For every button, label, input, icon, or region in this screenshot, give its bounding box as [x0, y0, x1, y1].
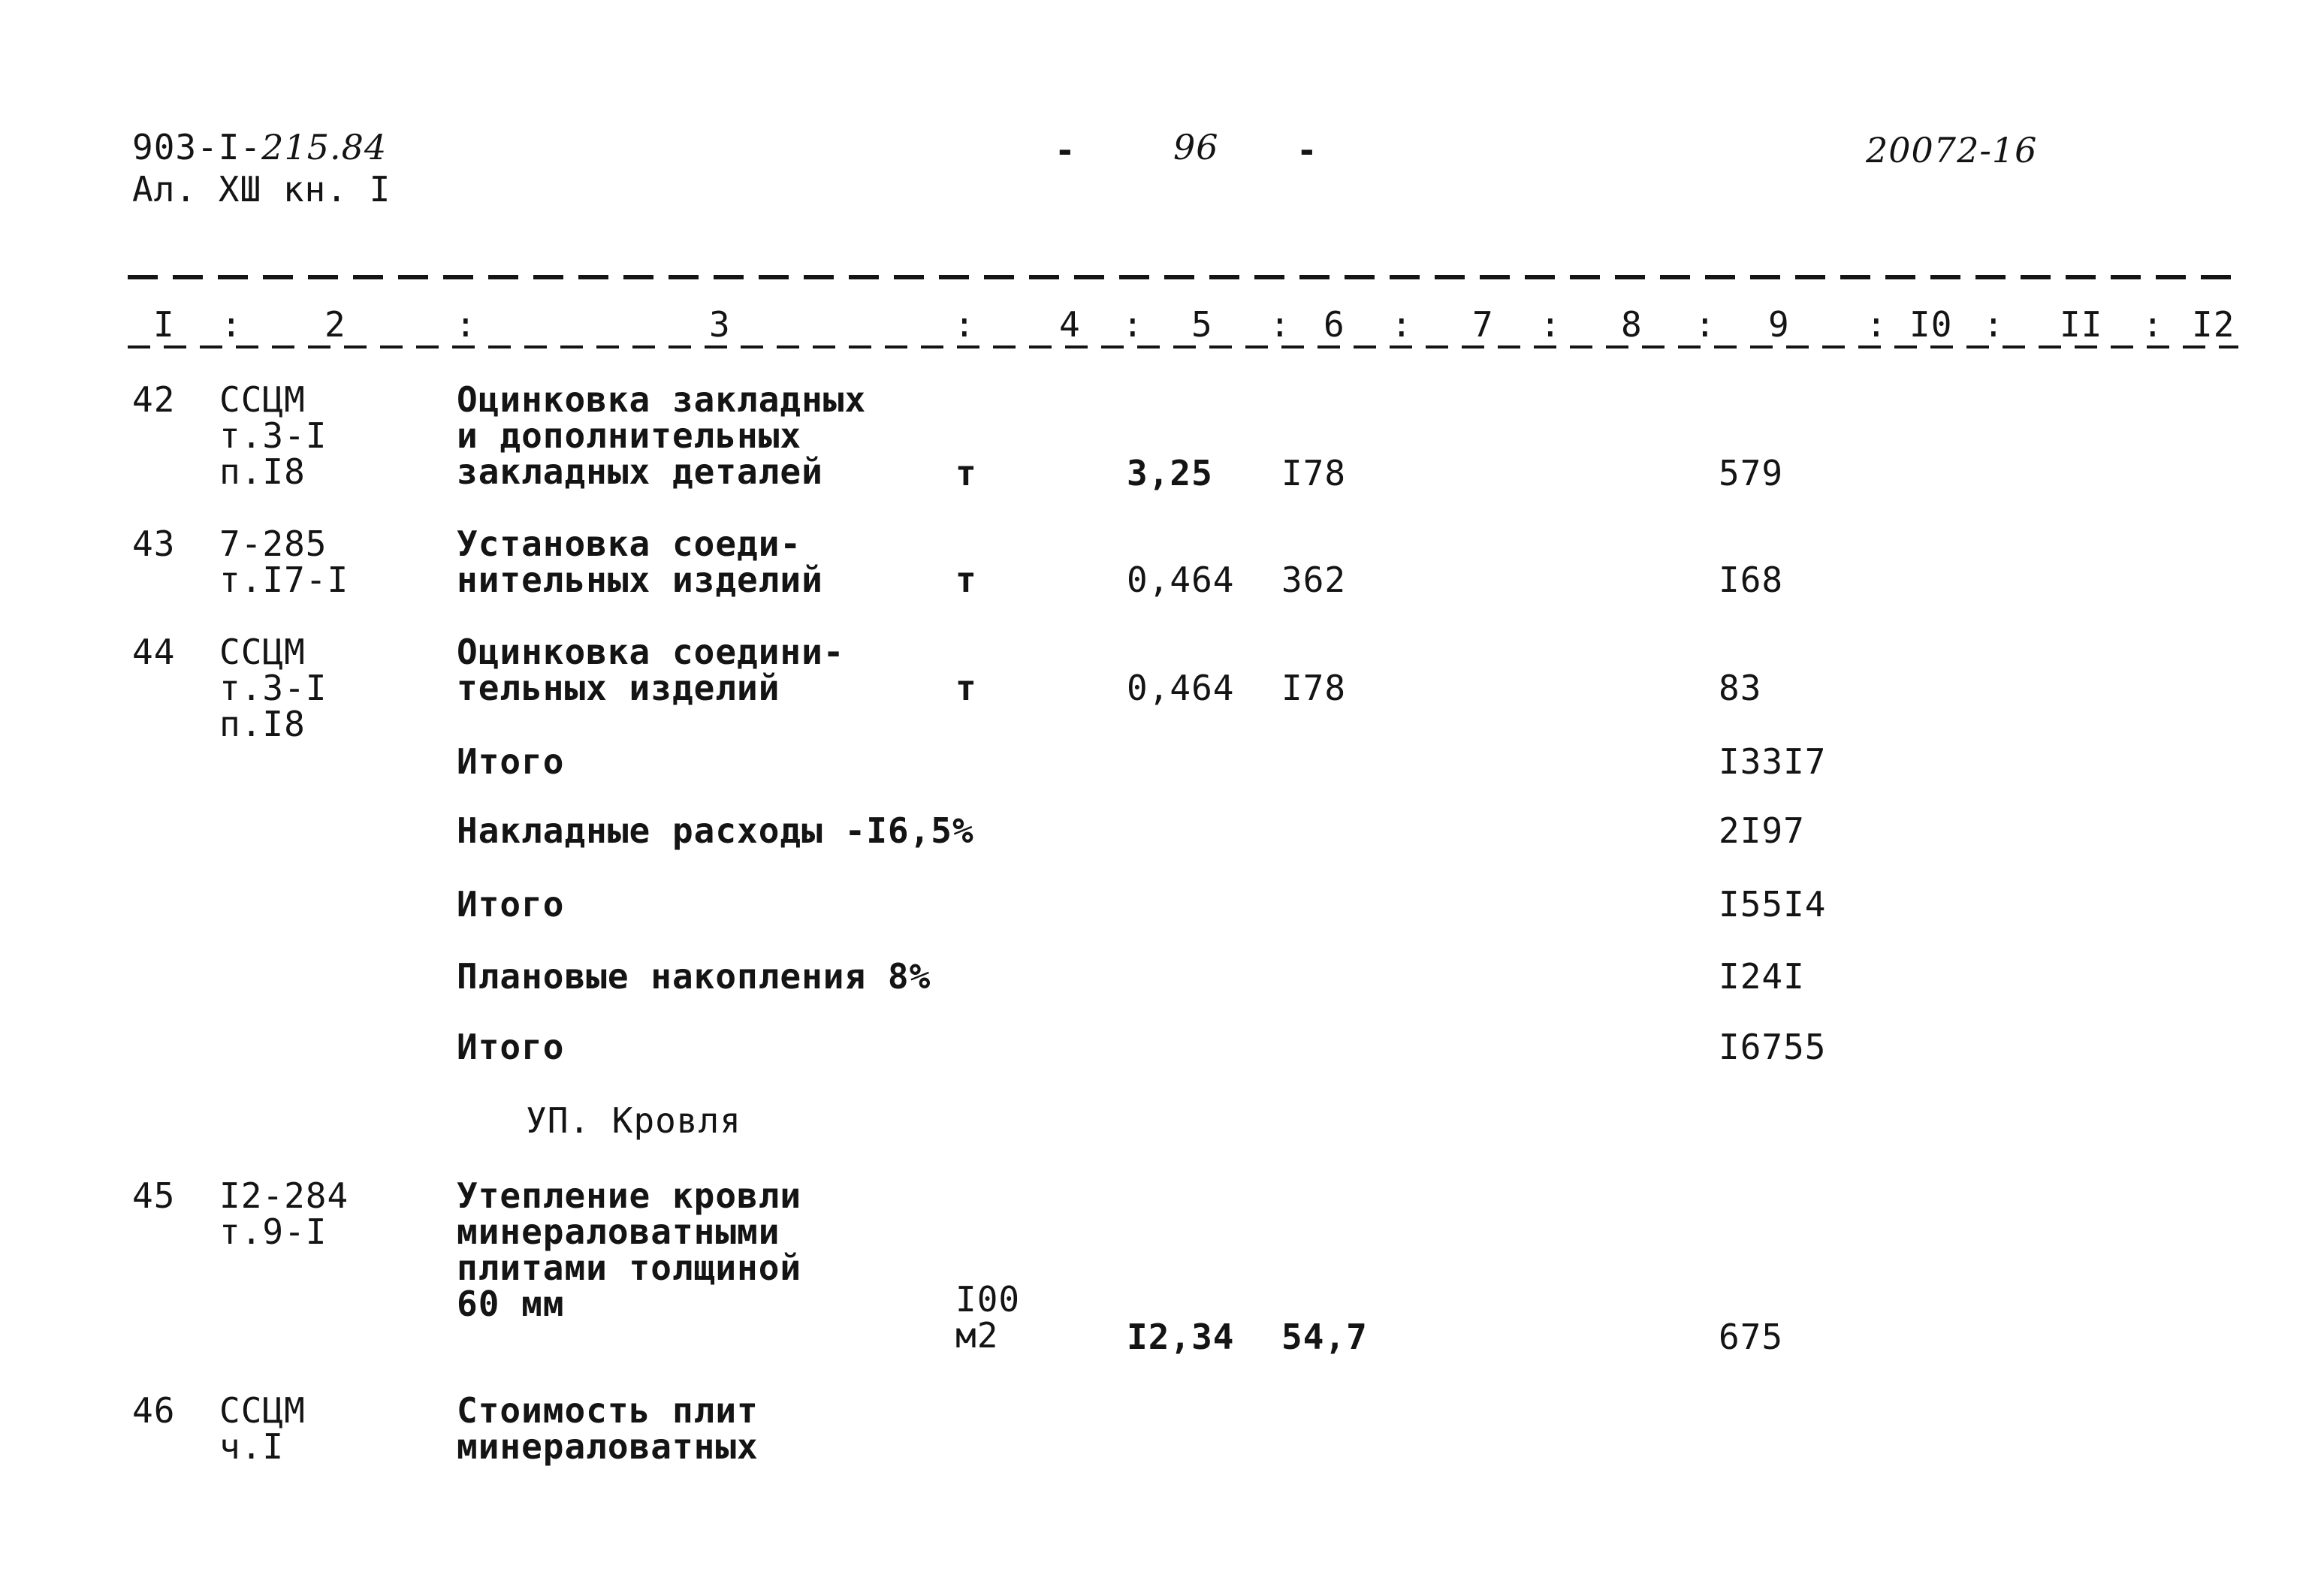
column-separator: : [1122, 304, 1144, 345]
row-quantity: 3,25 [1127, 453, 1213, 493]
document-code [132, 129, 387, 165]
row-quantity: I2,34 [1127, 1317, 1235, 1357]
summary-total: I24I [1719, 956, 1805, 997]
row-unit: т [955, 453, 977, 493]
page-dash-left: - [1055, 130, 1076, 170]
row-unit-price: I78 [1281, 453, 1347, 493]
column-header-7: 7 [1472, 304, 1494, 345]
page-dash-right: - [1296, 130, 1318, 170]
table-top-rule [128, 275, 2238, 279]
row-description: Утепление кровли минераловатными плитами толщиной 60 мм [457, 1175, 802, 1324]
row-number: 42 [132, 379, 176, 420]
row-unit-price: 54,7 [1281, 1317, 1368, 1357]
column-header-8: 8 [1621, 304, 1643, 345]
column-separator: : [455, 304, 477, 345]
column-separator: : [1540, 304, 1562, 345]
document-code-printed: 903-I- [132, 127, 262, 167]
row-code: ССЦМ т.3-I п.I8 [219, 379, 327, 492]
column-separator: : [1866, 304, 1888, 345]
column-header-10: I0 [1909, 304, 1953, 345]
column-header-6: 6 [1323, 304, 1345, 345]
column-separator: : [1391, 304, 1413, 345]
row-total: 83 [1719, 668, 1762, 708]
column-header-2: 2 [324, 304, 346, 345]
column-header-underline [128, 345, 2238, 348]
section-title: УП. Кровля [526, 1100, 741, 1141]
row-code: I2-284 т.9-I [219, 1175, 349, 1252]
column-header-11: II [2060, 304, 2103, 345]
row-description: Стоимость плит минераловатных [457, 1390, 759, 1467]
document-code-handwritten: 215.84 [261, 127, 388, 167]
row-total: 675 [1719, 1317, 1784, 1357]
row-description: Оцинковка соедини- тельных изделий [457, 632, 845, 708]
summary-total: I6755 [1719, 1027, 1827, 1067]
row-total: I68 [1719, 560, 1784, 600]
column-separator: : [1269, 304, 1291, 345]
row-code: ССЦМ ч.I [219, 1390, 306, 1467]
column-header-4: 4 [1059, 304, 1081, 345]
row-unit: т [955, 668, 977, 708]
column-separator: : [2142, 304, 2164, 345]
row-unit-price: I78 [1281, 668, 1347, 708]
row-quantity: 0,464 [1127, 560, 1235, 600]
row-description: Установка соеди- нительных изделий [457, 523, 823, 600]
summary-total: 2I97 [1719, 810, 1805, 851]
column-header-1: I [153, 304, 175, 345]
summary-label: Итого [457, 884, 565, 925]
row-total: 579 [1719, 453, 1784, 493]
row-unit: I00 м2 [955, 1279, 1021, 1356]
column-separator: : [1695, 304, 1716, 345]
summary-label: Плановые накопления 8% [457, 956, 931, 997]
archive-number: 20072-16 [1866, 130, 2038, 170]
summary-total: I55I4 [1719, 884, 1827, 925]
row-code: ССЦМ т.3-I п.I8 [219, 632, 327, 744]
row-quantity: 0,464 [1127, 668, 1235, 708]
row-number: 45 [132, 1175, 176, 1216]
column-separator: : [221, 304, 243, 345]
row-code: 7-285 т.I7-I [219, 523, 349, 600]
summary-label: Накладные расходы -I6,5% [457, 810, 974, 851]
column-header-5: 5 [1191, 304, 1213, 345]
column-header-9: 9 [1768, 304, 1790, 345]
page-number: 96 [1173, 127, 1219, 167]
row-number: 46 [132, 1390, 176, 1431]
column-header-12: I2 [2192, 304, 2235, 345]
album-reference: Ал. ХШ кн. I [132, 169, 391, 210]
row-unit-price: 362 [1281, 560, 1347, 600]
column-separator: : [1983, 304, 2005, 345]
column-header-3: 3 [709, 304, 731, 345]
summary-label: Итого [457, 741, 565, 782]
row-description: Оцинковка закладных и дополнительных закладных деталей [457, 379, 867, 492]
row-number: 43 [132, 523, 176, 564]
column-separator: : [954, 304, 976, 345]
summary-total: I33I7 [1719, 741, 1827, 782]
summary-label: Итого [457, 1027, 565, 1067]
row-number: 44 [132, 632, 176, 672]
row-unit: т [955, 560, 977, 600]
